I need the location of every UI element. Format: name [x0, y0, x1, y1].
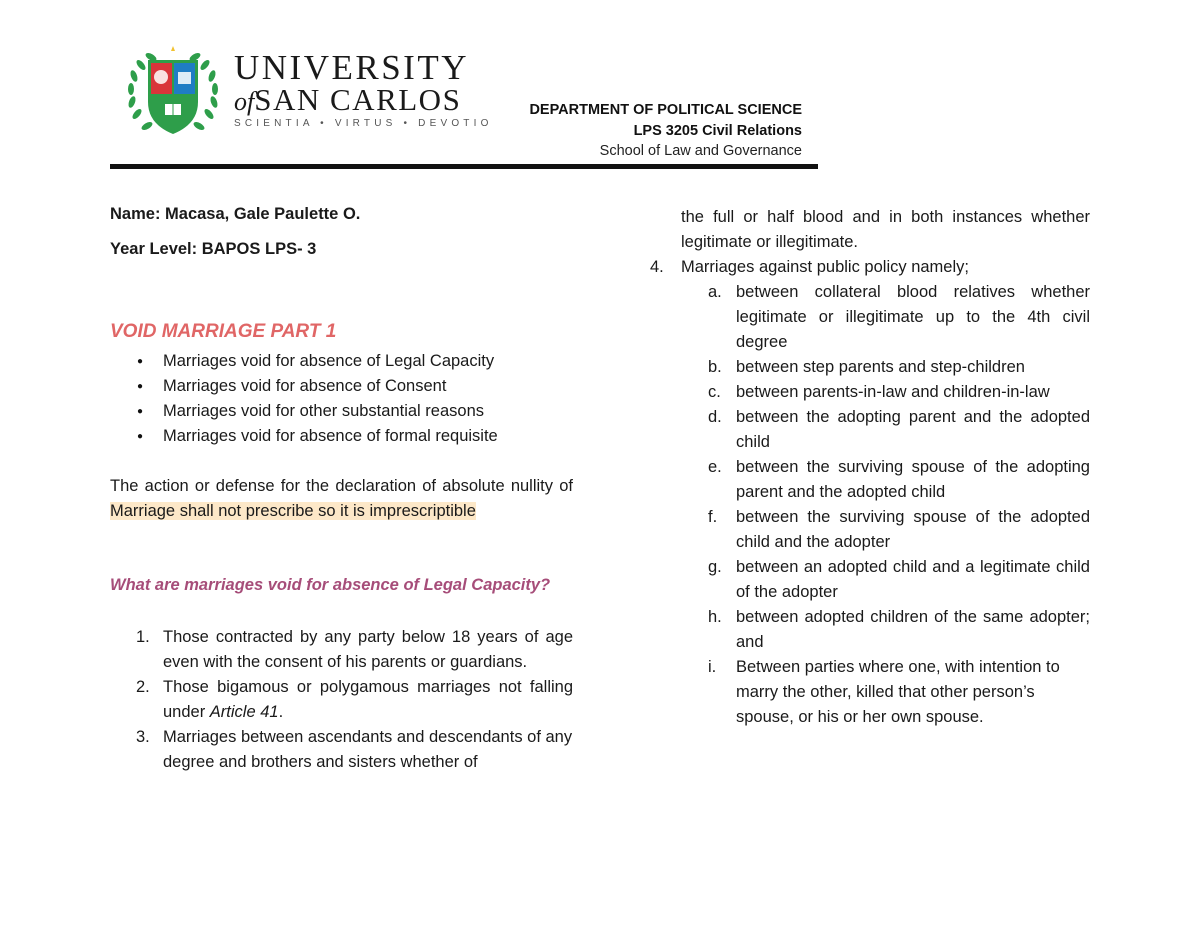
list-text: Those contracted by any party below 18 years of age even with the consent of his parents or guardians. — [163, 628, 573, 671]
list-text: Marriages against public policy namely; — [681, 258, 969, 276]
void-categories-list — [110, 349, 573, 449]
nullity-paragraph — [110, 474, 573, 524]
list-number: 1. — [136, 628, 150, 646]
list-item: ● Marriages void for absence of Legal Capacity — [110, 349, 573, 374]
list-text-end: . — [278, 703, 284, 721]
section-title: VOID MARRIAGE PART 1 — [110, 321, 337, 342]
sub-list-item: a. between collateral blood relatives whether legitimate or illegitimate up to the 4th civil degree — [708, 283, 1090, 351]
sub-list-item: i. Between parties where one, with intention to marry the other, killed that other person’s spouse, or his or her own spouse. — [708, 658, 1060, 726]
list-item — [636, 255, 1090, 280]
question-heading: What are marriages void for absence of Legal Capacity? — [110, 576, 551, 594]
list-number: 4. — [650, 258, 664, 276]
list-item — [110, 625, 573, 675]
right-column — [636, 205, 1090, 730]
list-number: 2. — [136, 678, 150, 696]
list-number: 3. — [136, 728, 150, 746]
sub-list-item: d. between the adopting parent and the adopted child — [708, 408, 1090, 451]
wordmark-san-carlos — [234, 84, 493, 118]
header-divider — [110, 164, 818, 169]
wordmark-name: SAN CARLOS — [254, 82, 462, 117]
wordmark-university: UNIVERSITY — [234, 48, 469, 87]
header-department-block — [529, 99, 802, 161]
paragraph-highlight: Marriage shall not prescribe so it is imprescriptible — [110, 502, 476, 520]
wordmark-motto: SCIENTIA • VIRTUS • DEVOTIO — [234, 118, 493, 129]
list-text: Those bigamous or polygamous marriages not falling under — [163, 678, 573, 721]
wordmark-of: of — [234, 87, 255, 116]
list-item: ● Marriages void for absence of Consent — [110, 374, 573, 399]
legal-capacity-list — [110, 625, 573, 775]
department-name: DEPARTMENT OF POLITICAL SCIENCE — [529, 102, 802, 118]
paragraph-text: The action or defense for the declaration of absolute nullity of — [110, 477, 573, 495]
list-continuation: the full or half blood and in both instances whether legitimate or illegitimate. — [681, 208, 1090, 251]
course-name: LPS 3205 Civil Relations — [633, 123, 802, 139]
list-item — [110, 725, 573, 775]
student-year-level: Year Level: BAPOS LPS- 3 — [110, 240, 317, 258]
list-item — [110, 675, 573, 725]
list-text: Marriages between ascendants and descendants of any degree and brothers and sisters whether of — [163, 728, 573, 771]
sub-list-item: b. between step parents and step-children — [708, 358, 1025, 376]
student-info — [110, 202, 573, 262]
sub-list-item: e. between the surviving spouse of the adopting parent and the adopted child — [708, 458, 1090, 501]
list-item: ● Marriages void for absence of formal requisite — [110, 424, 573, 449]
sub-list-item: h. between adopted children of the same adopter; and — [708, 608, 1090, 651]
sub-list-item: f. between the surviving spouse of the adopted child and the adopter — [708, 508, 1090, 551]
article-reference: Article 41 — [209, 703, 279, 721]
university-wordmark — [234, 50, 493, 129]
school-name: School of Law and Governance — [599, 143, 802, 159]
list-item: ● Marriages void for other substantial reasons — [110, 399, 573, 424]
sub-list-item: g. between an adopted child and a legitimate child of the adopter — [708, 558, 1090, 601]
university-seal-logo — [123, 44, 223, 142]
sub-list-item: c. between parents-in-law and children-in-law — [708, 383, 1050, 401]
student-name: Name: Macasa, Gale Paulette O. — [110, 205, 361, 223]
